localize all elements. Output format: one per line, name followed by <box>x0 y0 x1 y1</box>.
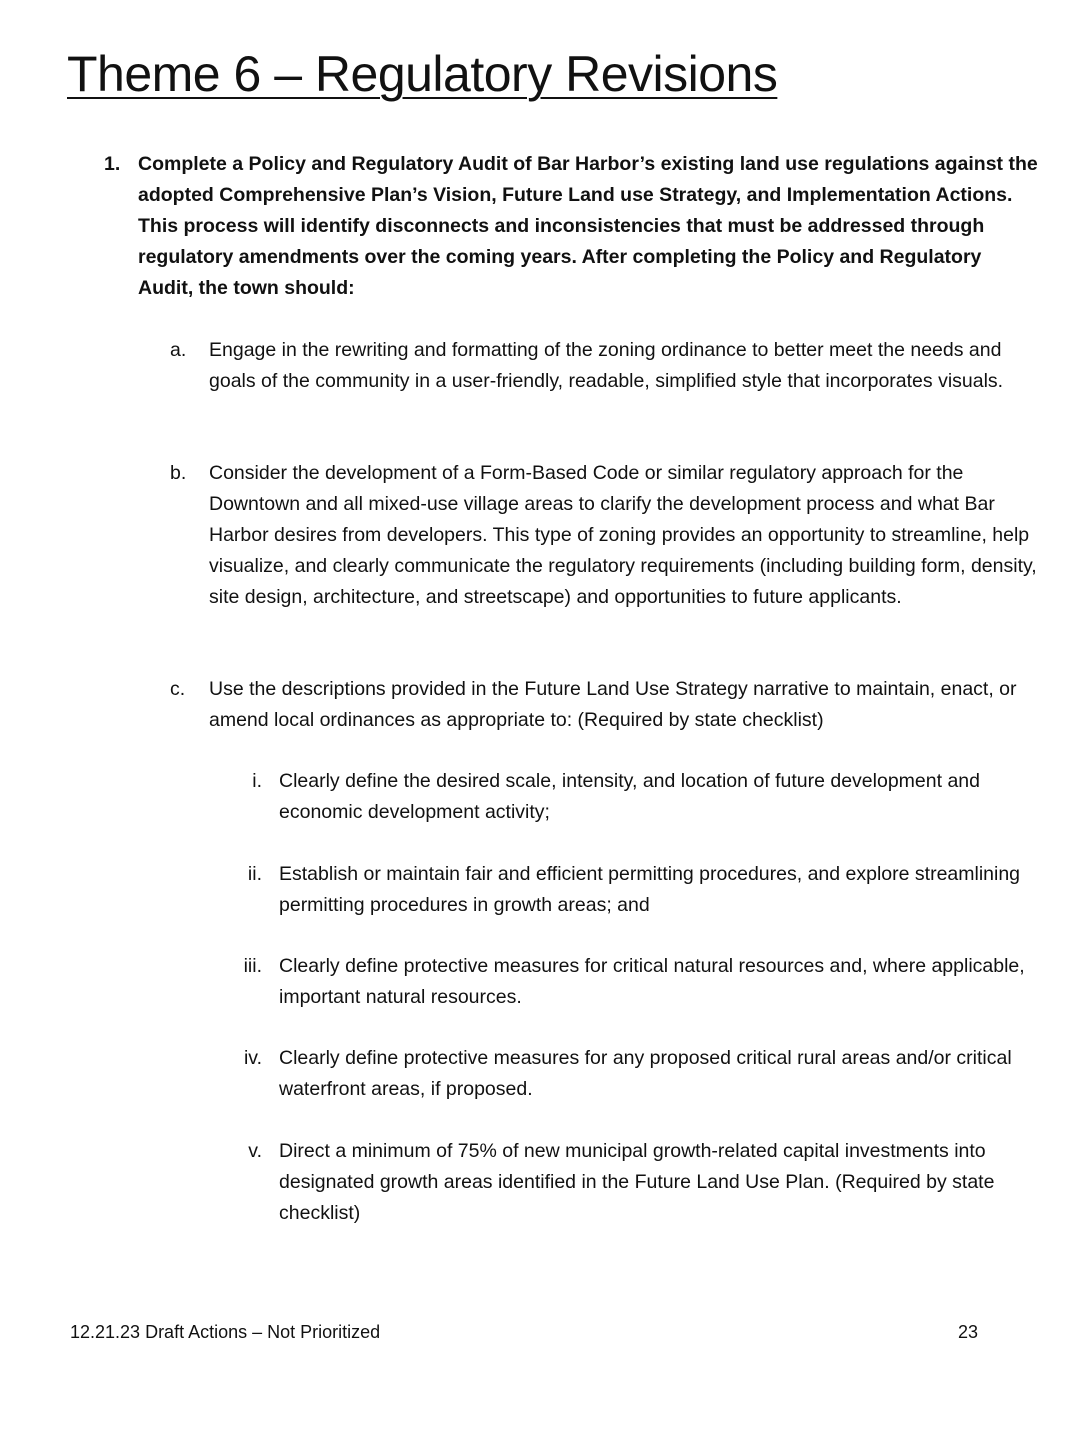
roman-item-label: iii. <box>243 955 262 977</box>
page-title: Theme 6 – Regulatory Revisions <box>67 46 778 102</box>
sub-item-b <box>170 458 1050 613</box>
roman-item-v <box>226 1136 1036 1229</box>
roman-item-text: Establish or maintain fair and efficient permitting procedures, and explore streamlining permitting procedures in growth areas; and <box>279 863 1021 916</box>
sub-item-a <box>170 335 1050 397</box>
roman-item-iv <box>226 1043 1036 1105</box>
roman-item-text: Direct a minimum of 75% of new municipal growth-related capital investments into designated growth areas identified in the Future Land Use Plan. (Required by state checklist) <box>279 1140 995 1224</box>
roman-item-i <box>226 766 1036 828</box>
sub-item-label: c. <box>170 678 186 700</box>
roman-item-label: i. <box>252 770 262 792</box>
roman-item-label: v. <box>248 1140 262 1162</box>
roman-item-ii <box>226 859 1036 921</box>
roman-item-text: Clearly define the desired scale, intensity, and location of future development and economic development activity; <box>279 770 980 823</box>
footer-draft-label: 12.21.23 Draft Actions – Not Prioritized <box>70 1322 381 1342</box>
roman-item-label: ii. <box>247 863 262 885</box>
sub-item-text: Engage in the rewriting and formatting of the zoning ordinance to better meet the needs and goals of the community in a user-friendly, readable, simplified style that incorporates visuals. <box>209 339 1004 392</box>
roman-item-text: Clearly define protective measures for critical natural resources and, where applicable, important natural resources. <box>279 955 1025 1008</box>
action-item-1 <box>98 149 1038 304</box>
sub-item-label: b. <box>170 462 187 484</box>
sub-item-c <box>170 674 1050 736</box>
roman-item-label: iv. <box>243 1047 262 1069</box>
roman-item-iii <box>226 951 1036 1013</box>
roman-item-text: Clearly define protective measures for any proposed critical rural areas and/or critical waterfront areas, if proposed. <box>279 1047 1012 1100</box>
sub-item-label: a. <box>170 339 187 361</box>
sub-item-text: Consider the development of a Form-Based Code or similar regulatory approach for the Downtown and all mixed-use village areas to clarify the development process and what Bar Harbor desires from developers. This type of zoning provides an opportunity to streamline, help visualize, and clearly communicate the regulatory requirements (including building form, density, site design, architecture, and streetscape) and opportunities to future applicants. <box>209 462 1037 608</box>
action-item-text: Complete a Policy and Regulatory Audit of Bar Harbor’s existing land use regulations against the adopted Comprehensive Plan’s Vision, Future Land use Strategy, and Implementation Actions. This process will identify disconnects and inconsistencies that must be addressed through regulatory amendments over the coming years. After completing the Policy and Regulatory Audit, the town should: <box>138 153 1038 299</box>
page-number: 23 <box>958 1322 979 1342</box>
action-item-number: 1. <box>104 153 121 175</box>
sub-item-text: Use the descriptions provided in the Future Land Use Strategy narrative to maintain, enact, or amend local ordinances as appropriate to: (Required by state checklist) <box>209 678 1017 731</box>
